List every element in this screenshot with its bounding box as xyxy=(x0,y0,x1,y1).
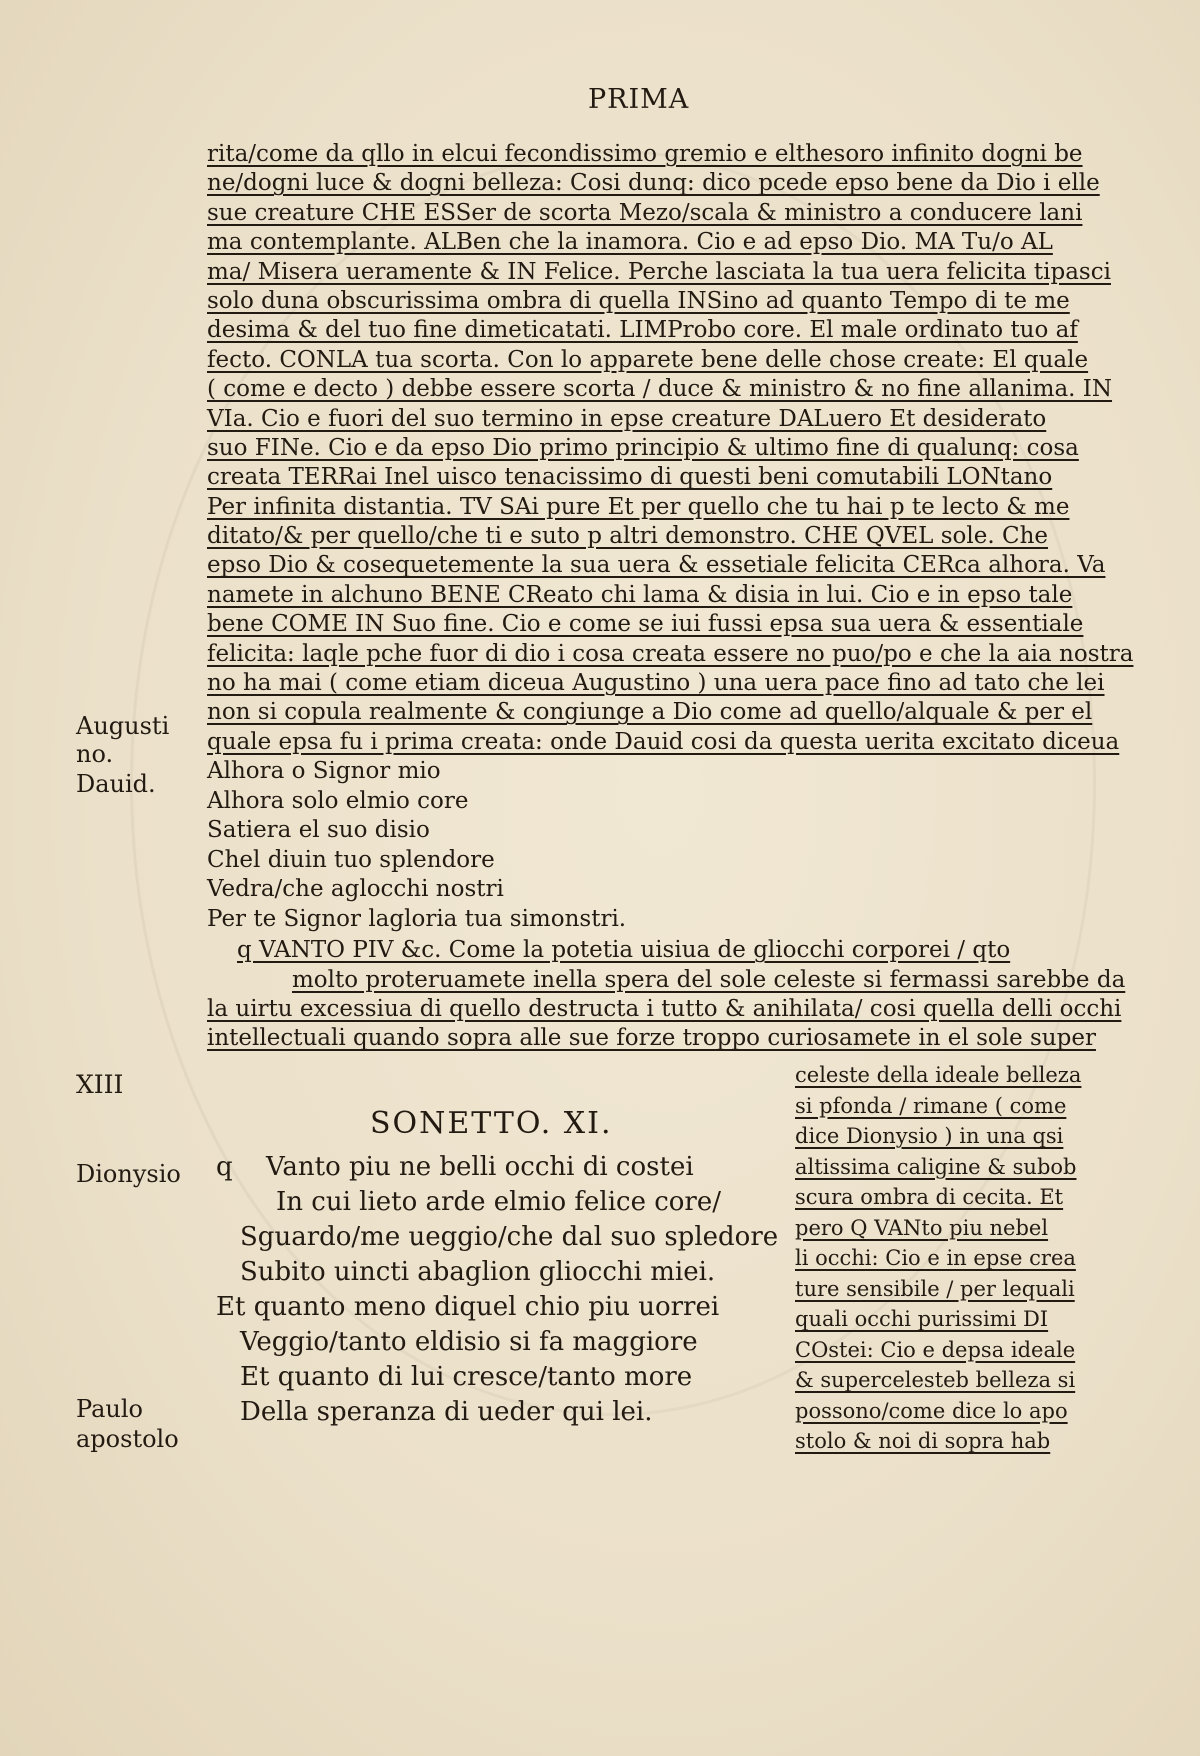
sonnet-line: Della speranza di ueder qui lei. xyxy=(240,1397,653,1427)
side-commentary-line: altissima caligine & subob xyxy=(795,1154,1077,1179)
sonnet-title: SONETTO. XI. xyxy=(370,1106,613,1141)
commentary-line: bene COME IN Suo fine. Cio e come se iui fussi epsa sua uera & essentiale xyxy=(207,611,1084,638)
commentary-line: Per infinita distantia. TV SAi pure Et per quello che tu hai p te lecto & me xyxy=(207,493,1070,520)
commentary-line: namete in alchuno BENE CReato chi lama & disia in lui. Cio e in epso tale xyxy=(207,581,1073,608)
side-commentary-line: quali occhi purissimi DI xyxy=(795,1307,1049,1331)
margin-note-dauid: Dauid. xyxy=(76,770,156,798)
psalm-verse xyxy=(207,757,1107,934)
verse-line: Chel diuin tuo splendore xyxy=(207,846,495,873)
commentary-line: ma/ Misera ueramente & IN Felice. Perche lasciata la tua uera felicita tipasci xyxy=(207,258,1111,285)
side-commentary-line: celeste della ideale belleza xyxy=(795,1063,1082,1087)
side-commentary-line: COstei: Cio e depsa ideale xyxy=(795,1337,1076,1362)
sonnet-initial: q xyxy=(216,1152,233,1182)
sonnet-line: Et quanto meno diquel chio piu uorrei xyxy=(216,1292,720,1322)
side-commentary-line: scura ombra di cecita. Et xyxy=(795,1185,1064,1209)
commentary-block xyxy=(207,140,1134,757)
side-commentary xyxy=(795,1060,1105,1457)
commentary-line: q VANTO PIV &c. Come la potetia uisiua de gliocchi corporei / qto xyxy=(237,937,1011,964)
commentary-line: la uirtu excessiua di quello destructa i tutto & anihilata/ cosi quella delli occhi xyxy=(207,995,1122,1022)
commentary-line: desima & del tuo fine dimeticatati. LIMProbo core. El male ordinato tuo af xyxy=(207,317,1078,344)
commentary-line: solo duna obscurissima ombra di quella INSino ad quanto Tempo di te me xyxy=(207,287,1070,314)
commentary-line: creata TERRai Inel uisco tenacissimo di questi beni comutabili LONtano xyxy=(207,464,1053,491)
verse-line: Alhora solo elmio core xyxy=(207,787,469,814)
commentary-line: molto proteruamete inella spera del sole celeste si fermassi sarebbe da xyxy=(292,966,1126,993)
margin-note-numeral: XIII xyxy=(76,1070,124,1099)
sonnet-line: Et quanto di lui cresce/tanto more xyxy=(240,1362,693,1392)
commentary-line: fecto. CONLA tua scorta. Con lo apparete bene delle chose create: El quale xyxy=(207,346,1089,373)
verse-line: Satiera el suo disio xyxy=(207,817,430,844)
commentary-line: suo FINe. Cio e da epso Dio primo principio & ultimo fine di qualunq: cosa xyxy=(207,434,1079,461)
sonnet-text xyxy=(216,1150,796,1430)
commentary-line: intellectuali quando sopra alle sue forze troppo curiosamete in el sole super xyxy=(207,1025,1096,1052)
side-commentary-line: dice Dionysio ) in una qsi xyxy=(795,1124,1064,1148)
commentary-line: non si copula realmente & congiunge a Dio come ad quello/alquale & per el xyxy=(207,699,1093,726)
sonnet-line: Veggio/tanto eldisio si fa maggiore xyxy=(240,1327,698,1357)
side-commentary-line: li occhi: Cio e in epse crea xyxy=(795,1246,1076,1270)
side-commentary-line: ture sensibile / per lequali xyxy=(795,1276,1075,1301)
commentary-line: rita/come da qllo in elcui fecondissimo gremio e elthesoro infinito dogni be xyxy=(207,141,1083,167)
margin-note-dionysio: Dionysio xyxy=(76,1160,181,1188)
commentary-line: quale epsa fu i prima creata: onde Dauid cosi da questa uerita excitato diceua xyxy=(207,728,1120,755)
running-title: PRIMA xyxy=(588,84,690,115)
verse-line: Alhora o Signor mio xyxy=(207,758,441,785)
main-text-block xyxy=(207,140,1134,1054)
margin-note-augustino: no. xyxy=(76,740,114,768)
verse-line: Per te Signor lagloria tua simonstri. xyxy=(207,905,627,932)
sonnet-line: Subito uincti abaglion gliocchi miei. xyxy=(240,1257,716,1287)
commentary-line: no ha mai ( come etiam diceua Augustino ) una uera pace fino ad tato che lei xyxy=(207,670,1105,697)
sonnet-line: In cui lieto arde elmio felice core/ xyxy=(276,1187,722,1217)
sonnet-line: Sguardo/me ueggio/che dal suo spledore xyxy=(240,1222,779,1252)
commentary-line: ma contemplante. ALBen che la inamora. Cio e ad epso Dio. MA Tu/o AL xyxy=(207,229,1053,256)
commentary-line: ( come e decto ) debbe essere scorta / duce & ministro & no fine allanima. IN xyxy=(207,376,1113,403)
side-commentary-line: si pfonda / rimane ( come xyxy=(795,1093,1067,1118)
margin-note-paulo: Paulo xyxy=(76,1395,143,1423)
side-commentary-line: & supercelesteb belleza si xyxy=(795,1368,1076,1392)
commentary-line: epso Dio & cosequetemente la sua uera & essetiale felicita CERca alhora. Va xyxy=(207,552,1106,579)
commentary-line: ne/dogni luce & dogni belleza: Cosi dunq: dico pcede epso bene da Dio i elle xyxy=(207,170,1100,197)
sonnet-line: Vanto piu ne belli occhi di costei xyxy=(266,1152,694,1182)
commentary-line: sue creature CHE ESSer de scorta Mezo/scala & ministro a conducere lani xyxy=(207,199,1083,226)
commentary-block-2 xyxy=(207,936,1126,1054)
side-commentary-line: stolo & noi di sopra hab xyxy=(795,1429,1051,1453)
commentary-line: felicita: laqle pche fuor di dio i cosa creata essere no puo/po e che la aia nostra xyxy=(207,640,1134,667)
margin-note-augustino: Augusti xyxy=(76,712,170,740)
verse-line: Vedra/che aglocchi nostri xyxy=(207,876,504,903)
commentary-line: ditato/& per quello/che ti e suto p altri demonstro. CHE QVEL sole. Che xyxy=(207,523,1048,550)
commentary-line: VIa. Cio e fuori del suo termino in epse creature DALuero Et desiderato xyxy=(207,405,1047,432)
margin-note-paulo: apostolo xyxy=(76,1425,179,1453)
side-commentary-line: pero Q VANto piu nebel xyxy=(795,1215,1049,1240)
side-commentary-line: possono/come dice lo apo xyxy=(795,1398,1068,1423)
